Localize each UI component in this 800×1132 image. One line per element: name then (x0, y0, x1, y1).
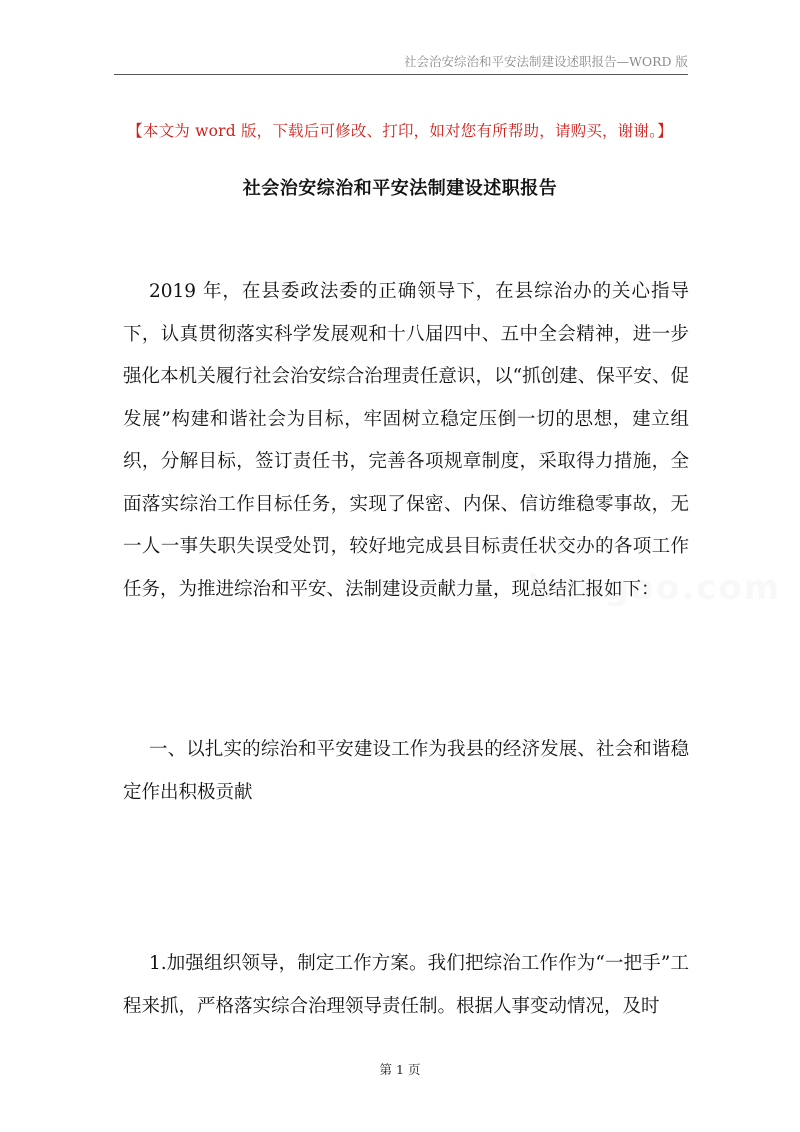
body-paragraph-item-1: 1.加强组织领导，制定工作方案。我们把综治工作作为“一把手”工程来抓，严格落实综合治理领导责任制。根据人事变动情况，及时 (123, 953, 689, 1017)
document-title: 社会治安综治和平安法制建设述职报告 (242, 178, 558, 199)
page-number: 第 1 页 (379, 1062, 421, 1077)
section-heading-1: 一、以扎实的综治和平安建设工作为我县的经济发展、社会和谐稳定作出积极贡献 (123, 739, 689, 803)
body-paragraph-intro: 2019 年，在县委政法委的正确领导下，在县综治办的关心指导下，认真贯彻落实科学发展观和十八届四中、五中全会精神，进一步强化本机关履行社会治安综合治理责任意识，以“抓创建、保平安、促发展”构建和谐社会为目标，牢固树立稳定压倒一切的思想，建立组织，分解目标，签订责任书，完善各项规章制度，采取得力措施，全面落实综治工作目标任务，实现了保密、内保、信访维稳零事故，无一人一事失职失误受处罚，较好地完成县目标责任状交办的各项工作任务，为推进综治和平安、法制建设贡献力量，现总结汇报如下： (123, 281, 689, 600)
running-header: 社会治安综治和平安法制建设述职报告—WORD 版 (403, 54, 688, 69)
watermark: baogao.com (528, 568, 782, 608)
header-divider (114, 74, 688, 75)
purchase-notice: 【本文为 word 版，下载后可修改、打印，如对您有所帮助，请购买，谢谢。】 (127, 122, 673, 140)
